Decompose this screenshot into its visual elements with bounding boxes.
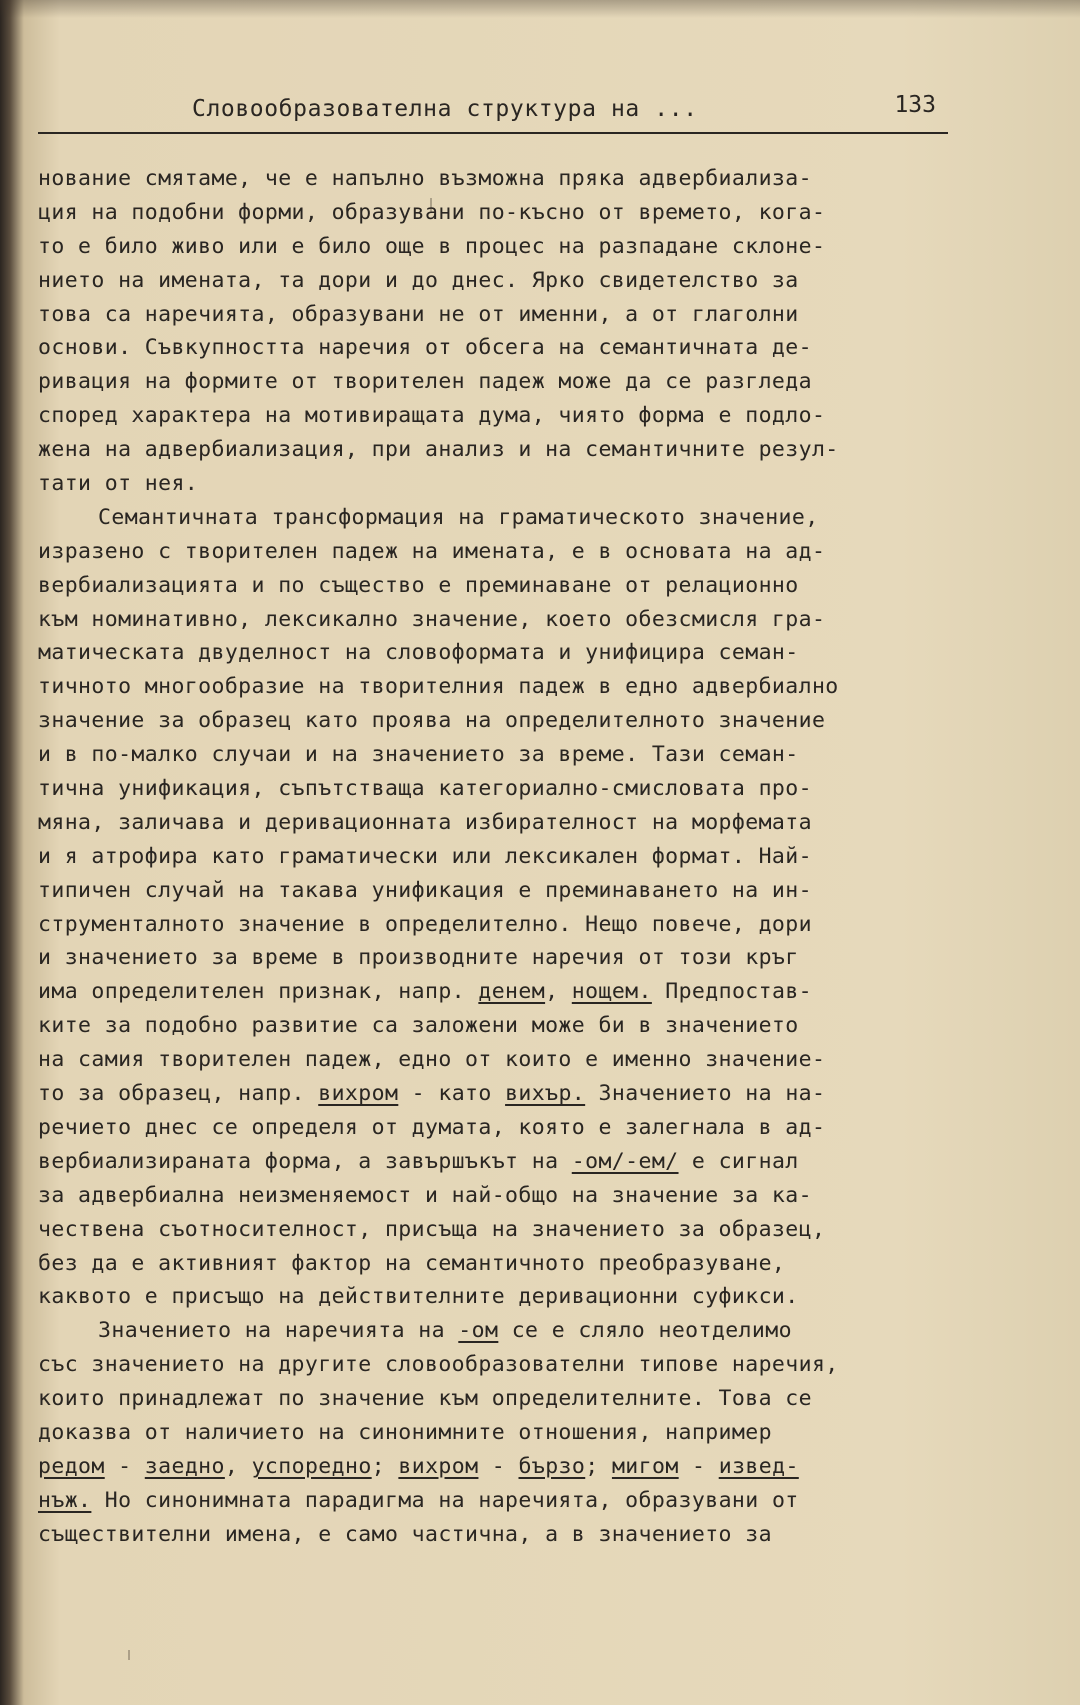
text-run: ривация на формите от творителен падеж може да се разгледа	[38, 369, 812, 395]
text-line	[38, 738, 978, 772]
text-run: без да е активният фактор на семантичното преобразуване,	[38, 1250, 786, 1276]
underlined-word: вихър.	[505, 1081, 586, 1107]
text-run: е сигнал	[678, 1148, 799, 1174]
text-line	[38, 772, 978, 806]
text-line	[38, 1518, 978, 1552]
text-line	[38, 1280, 978, 1314]
underlined-word: успоредно	[251, 1453, 372, 1479]
text-run: чествена съотносителност, присъща на значението за образец,	[38, 1216, 826, 1242]
text-line	[38, 1450, 978, 1484]
text-run: матическата двуделност на словоформата и унифицира семан-	[38, 640, 799, 666]
text-line	[38, 670, 978, 704]
text-run: има определителен признак, напр.	[38, 979, 479, 1005]
text-run: и я атрофира като граматически или лексикален формат. Най-	[38, 843, 812, 869]
text-line	[38, 399, 978, 433]
text-run: - като	[398, 1081, 506, 1107]
running-header-title: Словообразователна структура на ...	[192, 96, 698, 122]
underlined-word: нощем.	[571, 979, 652, 1005]
text-line	[38, 433, 978, 467]
text-run: вербиализацията и по същество е преминаване от релационно	[38, 572, 799, 598]
text-run: тати от нея.	[38, 471, 199, 497]
text-line	[38, 1247, 978, 1281]
text-line	[38, 230, 978, 264]
running-header	[38, 88, 948, 134]
text-line	[38, 1043, 978, 1077]
text-run: вербиализираната форма, а завършъкът на	[38, 1148, 572, 1174]
underlined-word: нъж.	[38, 1487, 92, 1513]
text-line	[38, 1111, 978, 1145]
text-run: -	[678, 1453, 719, 1479]
text-line	[38, 1382, 978, 1416]
text-run: се е сляло неотделимо	[498, 1318, 792, 1344]
text-run: Предпостав-	[651, 979, 813, 1005]
underlined-word: извед-	[718, 1453, 799, 1479]
text-run: към номинативно, лексикално значение, което обезсмисля гра-	[38, 606, 826, 632]
text-line	[38, 840, 978, 874]
text-run: Семантичната трансформация на граматическото значение,	[98, 504, 819, 530]
text-run: на самия творителен падеж, едно от които е именно значение-	[38, 1047, 826, 1073]
body-text	[38, 162, 978, 1552]
underlined-word: заедно	[144, 1453, 225, 1479]
scan-mark	[128, 1650, 130, 1660]
text-run: ,	[545, 979, 572, 1005]
text-run: изразено с творителен падеж на имената, е в основата на ад-	[38, 538, 826, 564]
text-run: със значението на другите словообразователни типове наречия,	[38, 1352, 839, 1378]
text-line	[38, 1145, 978, 1179]
text-run: съществителни имена, е само частична, а в значението за	[38, 1521, 772, 1547]
text-run: тична унификация, съпътстваща категориално-смисловата про-	[38, 776, 812, 802]
text-run: -	[478, 1453, 519, 1479]
text-line	[38, 874, 978, 908]
text-line	[38, 704, 978, 738]
underlined-word: мигом	[611, 1453, 679, 1479]
text-line	[38, 467, 978, 501]
text-line	[38, 806, 978, 840]
text-run: Но синонимната парадигма на наречията, образувани от	[91, 1487, 799, 1513]
text-line	[38, 1077, 978, 1111]
text-run: ,	[224, 1453, 252, 1479]
text-line	[38, 298, 978, 332]
text-run: ция на подобни форми, образувани по-късно от времето, кога-	[38, 199, 826, 225]
underlined-word: -ом	[458, 1318, 499, 1344]
underlined-word: вихром	[398, 1453, 479, 1479]
text-line	[38, 331, 978, 365]
text-line	[38, 569, 978, 603]
text-line	[38, 365, 978, 399]
underlined-word: бързо	[518, 1453, 586, 1479]
text-line	[38, 975, 978, 1009]
text-run: за адвербиална неизменяемост и най-общо на значение за ка-	[38, 1182, 812, 1208]
text-run: ;	[371, 1453, 399, 1479]
text-line	[38, 1314, 978, 1348]
text-run: доказва от наличието на синонимните отношения, например	[38, 1419, 772, 1445]
text-line	[38, 1348, 978, 1382]
text-run: мяна, заличава и деривационната избирателност на морфемата	[38, 809, 812, 835]
text-run: и в по-малко случаи и на значението за време. Тази семан-	[38, 742, 799, 768]
underlined-word: редом	[38, 1453, 105, 1479]
text-line	[38, 501, 978, 535]
text-run: речието днес се определя от думата, която е залегнала в ад-	[38, 1114, 826, 1140]
text-run: нование смятаме, че е напълно възможна пряка адвербиализа-	[38, 166, 812, 191]
text-run: струменталното значение в определително. Нещо повече, дори	[38, 911, 812, 937]
text-run: жена на адвербиализация, при анализ и на семантичните резул-	[38, 437, 839, 463]
text-line	[38, 1416, 978, 1450]
text-run: това са наречията, образувани не от именни, а от глаголни	[38, 301, 799, 327]
text-run: и значението за време в производните наречия от този кръг	[38, 945, 799, 971]
underlined-word: -ом/-ем/	[571, 1148, 679, 1174]
text-line	[38, 1213, 978, 1247]
text-line	[38, 264, 978, 298]
text-line	[38, 603, 978, 637]
text-run: нието на имената, та дори и до днес. Ярко свидетелство за	[38, 267, 799, 293]
text-line	[38, 1484, 978, 1518]
page-top-shadow	[0, 0, 1080, 18]
text-line	[38, 1179, 978, 1213]
text-run: то за образец, напр.	[38, 1081, 319, 1107]
underlined-word: вихром	[318, 1081, 399, 1107]
text-line	[38, 636, 978, 670]
text-line	[38, 1009, 978, 1043]
scan-mark	[430, 198, 432, 212]
text-run: каквото е присъщо на действителните деривационни суфикси.	[38, 1284, 799, 1310]
text-run: ;	[585, 1453, 612, 1479]
text-run: които принадлежат по значение към определителните. Това се	[38, 1386, 812, 1412]
underlined-word: денем	[478, 979, 546, 1005]
text-line	[38, 908, 978, 942]
text-run: -	[104, 1453, 145, 1479]
text-run: то е било живо или е било още в процес на разпадане склоне-	[38, 233, 826, 259]
text-run: типичен случай на такава унификация е преминаването на ин-	[38, 877, 812, 903]
text-run: според характера на мотивиращата дума, чиято форма е подло-	[38, 403, 826, 429]
text-run: Значението на наречията на	[98, 1318, 459, 1344]
text-run: значение за образец като проява на определителното значение	[38, 708, 826, 734]
text-line	[38, 535, 978, 569]
page-number: 133	[894, 92, 936, 118]
text-run: Значението на на-	[585, 1081, 826, 1107]
text-line	[38, 162, 978, 196]
text-line	[38, 196, 978, 230]
text-line	[38, 941, 978, 975]
text-run: основи. Съвкупността наречия от обсега на семантичната де-	[38, 335, 812, 361]
text-run: тичното многообразие на творителния падеж в едно адвербиално	[38, 674, 839, 700]
text-run: ките за подобно развитие са заложени може би в значението	[38, 1013, 799, 1039]
